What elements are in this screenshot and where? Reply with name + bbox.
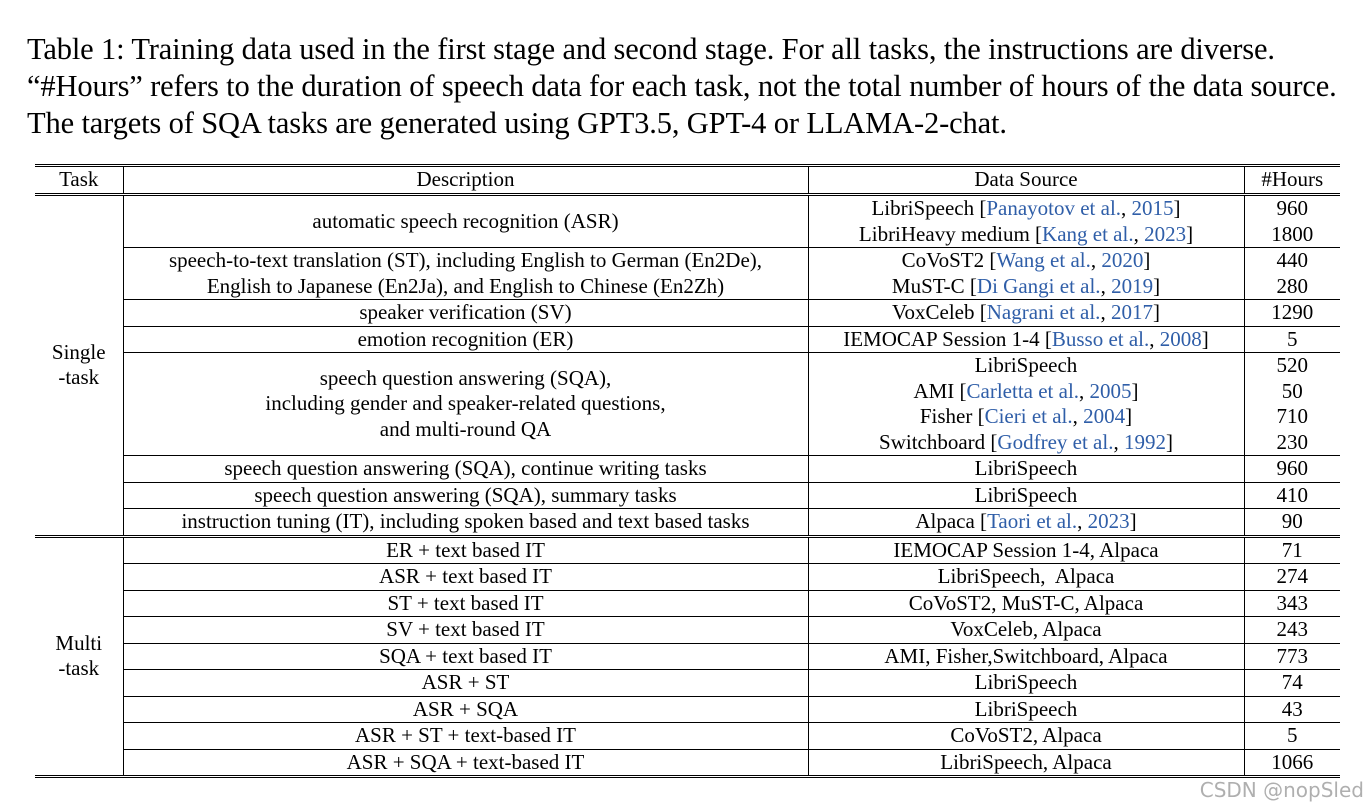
table-row	[35, 643, 1340, 670]
description-cell: speech-to-text translation (ST), including English to German (En2De), English to Japanese (En2Ja), and English to Chinese (En2Zh)	[123, 248, 808, 300]
citation-link[interactable]: Panayotov et al.	[986, 196, 1122, 220]
hours-cell: 43	[1244, 696, 1340, 723]
data-source-cell: CoVoST2, MuST-C, Alpaca	[808, 590, 1244, 617]
citation-link[interactable]: 2020	[1101, 248, 1144, 272]
header-description: Description	[123, 166, 808, 195]
hours-cell: 773	[1244, 643, 1340, 670]
table-row	[35, 456, 1340, 483]
table-row	[35, 326, 1340, 353]
data-source-cell: VoxCeleb, Alpaca	[808, 617, 1244, 644]
description-cell: ST + text based IT	[123, 590, 808, 617]
hours-cell: 960	[1244, 456, 1340, 483]
table-row	[35, 353, 1340, 456]
table-row	[35, 590, 1340, 617]
csdn-watermark: CSDN @nopSled	[1199, 778, 1364, 802]
citation-link[interactable]: Di Gangi et al.	[976, 273, 1101, 298]
citation-link[interactable]: 2005	[1089, 378, 1132, 403]
data-source-cell: CoVoST2, Alpaca	[808, 723, 1244, 750]
training-data-table-container	[35, 164, 1340, 778]
task-group-single	[35, 195, 123, 537]
data-source-cell: LibriSpeech	[808, 456, 1244, 483]
hours-cell: 410	[1244, 482, 1340, 509]
description-cell: ASR + ST + text-based IT	[123, 723, 808, 750]
table-row	[35, 696, 1340, 723]
citation-link[interactable]: Carletta et al.	[966, 378, 1080, 403]
table-row	[35, 617, 1340, 644]
task-label-line: -task	[58, 365, 100, 390]
hours-cell: 343	[1244, 590, 1340, 617]
hours-cell: 5	[1244, 326, 1340, 353]
citation-link[interactable]: Nagrani et al.	[986, 300, 1101, 324]
hours-cell: 520 50 710 230	[1244, 353, 1340, 456]
table-row	[35, 564, 1340, 591]
citation-link[interactable]: 1992	[1123, 429, 1166, 454]
description-cell: speech question answering (SQA), including gender and speaker-related questions, and multi-round QA	[123, 353, 808, 456]
description-cell: ASR + ST	[123, 670, 808, 697]
data-source-cell: CoVoST2 [Wang et al., 2020] MuST-C [Di Gangi et al., 2019]	[808, 248, 1244, 300]
description-cell: ASR + SQA	[123, 696, 808, 723]
data-source-cell: VoxCeleb [Nagrani et al., 2017]	[808, 300, 1244, 327]
citation-link[interactable]: 2019	[1111, 273, 1154, 298]
description-cell: emotion recognition (ER)	[123, 326, 808, 353]
hours-cell: 90	[1244, 509, 1340, 537]
header-row	[35, 166, 1340, 195]
data-source-cell: IEMOCAP Session 1-4 [Busso et al., 2008]	[808, 326, 1244, 353]
task-label-line: Single	[51, 340, 106, 365]
table-row	[35, 536, 1340, 564]
hours-cell: 1290	[1244, 300, 1340, 327]
data-source-cell: LibriSpeech	[808, 482, 1244, 509]
citation-link[interactable]: 2023	[1087, 509, 1130, 533]
task-group-multi	[35, 536, 123, 777]
table-row	[35, 300, 1340, 327]
hours-cell: 960 1800	[1244, 195, 1340, 248]
description-cell: SV + text based IT	[123, 617, 808, 644]
citation-link[interactable]: 2023	[1144, 221, 1187, 246]
table-row	[35, 482, 1340, 509]
citation-link[interactable]: 2017	[1110, 300, 1153, 324]
data-source-cell: LibriSpeech, Alpaca	[808, 749, 1244, 777]
hours-cell: 243	[1244, 617, 1340, 644]
data-source-cell: LibriSpeech	[808, 696, 1244, 723]
task-label-line: -task	[58, 656, 100, 681]
hours-cell: 440 280	[1244, 248, 1340, 300]
citation-link[interactable]: Cieri et al.	[984, 404, 1073, 428]
hours-cell: 5	[1244, 723, 1340, 750]
data-source-cell: LibriSpeech [Panayotov et al., 2015] LibriHeavy medium [Kang et al., 2023]	[808, 195, 1244, 248]
description-cell: instruction tuning (IT), including spoken based and text based tasks	[123, 509, 808, 537]
table-row	[35, 749, 1340, 777]
data-source-cell: LibriSpeech	[808, 670, 1244, 697]
data-source-cell: IEMOCAP Session 1-4, Alpaca	[808, 536, 1244, 564]
data-source-cell: AMI, Fisher,Switchboard, Alpaca	[808, 643, 1244, 670]
description-cell: speech question answering (SQA), continue writing tasks	[123, 456, 808, 483]
training-data-table	[35, 164, 1340, 778]
table-caption: Table 1: Training data used in the first stage and second stage. For all tasks, the instructions are diverse. “#Hours” refers to the duration of speech data for each task, not the total number of hours of the data source. The targets of SQA tasks are generated using GPT3.5, GPT-4 or LLAMA-2-chat.	[27, 32, 1337, 140]
description-cell: automatic speech recognition (ASR)	[123, 195, 808, 248]
table-row	[35, 248, 1340, 300]
data-source-cell: LibriSpeech AMI [Carletta et al., 2005] Fisher [Cieri et al., 2004] Switchboard [Godfrey et al., 1992]	[808, 353, 1244, 456]
citation-link[interactable]: Wang et al.	[996, 248, 1091, 272]
description-cell: ER + text based IT	[123, 536, 808, 564]
hours-cell: 74	[1244, 670, 1340, 697]
description-cell: speaker verification (SV)	[123, 300, 808, 327]
description-cell: ASR + text based IT	[123, 564, 808, 591]
table-row	[35, 723, 1340, 750]
description-cell: speech question answering (SQA), summary tasks	[123, 482, 808, 509]
citation-link[interactable]: Busso et al.	[1051, 326, 1150, 351]
hours-cell: 1066	[1244, 749, 1340, 777]
description-cell: SQA + text based IT	[123, 643, 808, 670]
header-task: Task	[35, 166, 123, 195]
citation-link[interactable]: Taori et al.	[987, 509, 1078, 533]
header-hours: #Hours	[1244, 166, 1340, 195]
citation-link[interactable]: 2004	[1083, 404, 1126, 428]
data-source-cell: LibriSpeech, Alpaca	[808, 564, 1244, 591]
data-source-cell: Alpaca [Taori et al., 2023]	[808, 509, 1244, 537]
header-data-source: Data Source	[808, 166, 1244, 195]
citation-link[interactable]: Godfrey et al.	[997, 429, 1114, 454]
hours-cell: 274	[1244, 564, 1340, 591]
description-cell: ASR + SQA + text-based IT	[123, 749, 808, 777]
citation-link[interactable]: 2008	[1159, 326, 1202, 351]
table-row	[35, 670, 1340, 697]
citation-link[interactable]: Kang et al.	[1042, 221, 1134, 246]
task-label-line: Multi	[55, 631, 103, 656]
hours-cell: 71	[1244, 536, 1340, 564]
table-row	[35, 509, 1340, 537]
table-row	[35, 195, 1340, 248]
citation-link[interactable]: 2015	[1131, 196, 1174, 220]
